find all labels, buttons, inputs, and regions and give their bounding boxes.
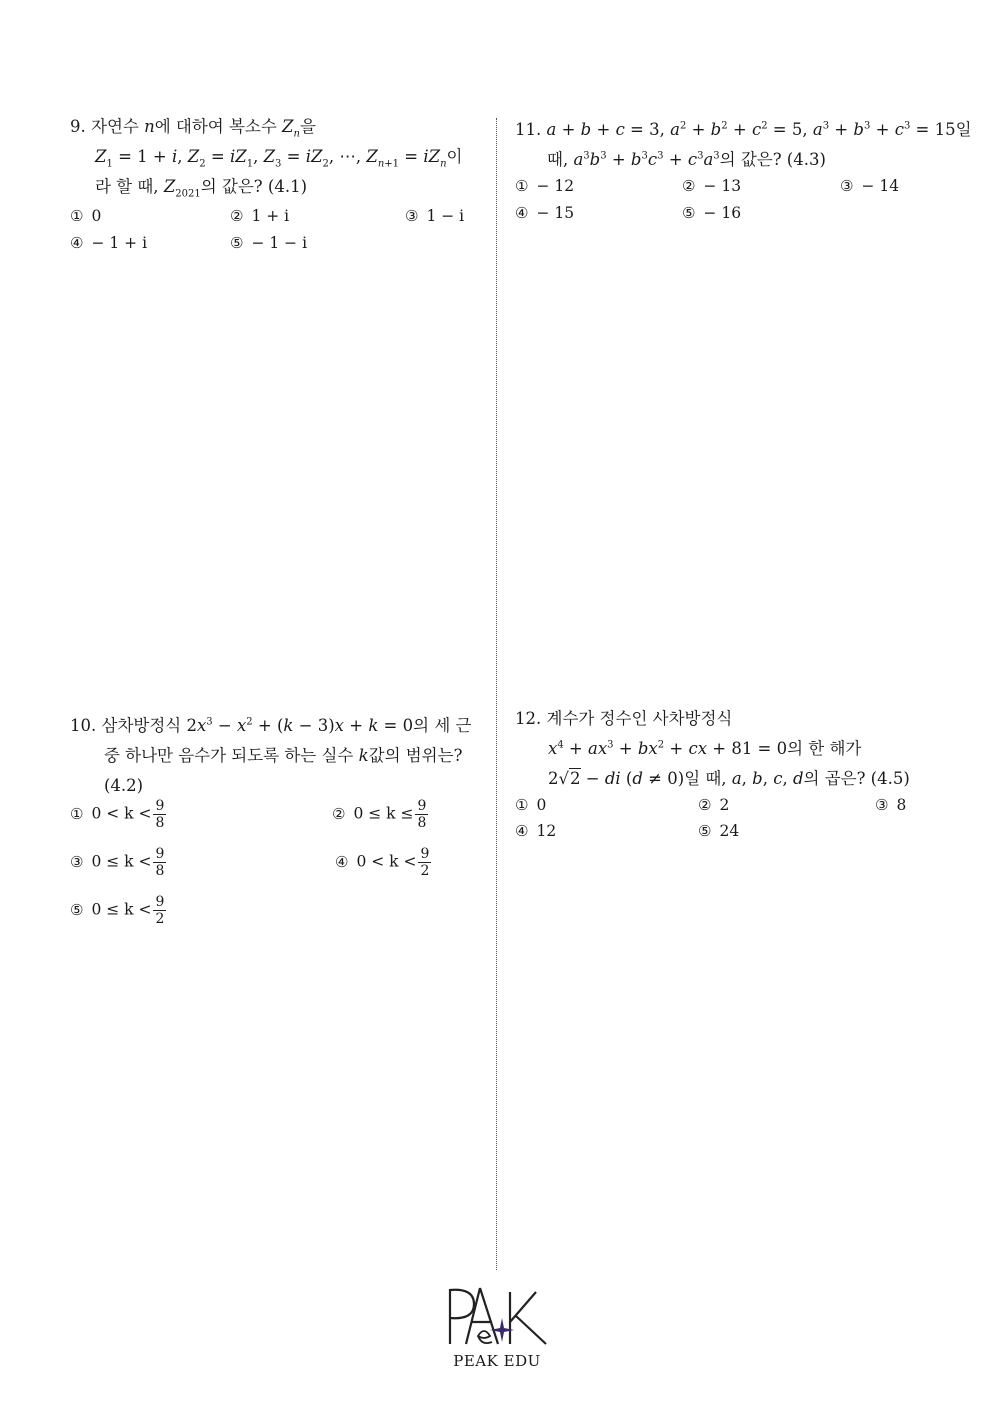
choice-text: 0 ≤ k < [91, 900, 152, 919]
fraction: $\frac{9}{8}$ [155, 798, 165, 831]
choice-5[interactable] [70, 894, 168, 927]
choice-mark: ⑤ [698, 822, 712, 840]
choice-2[interactable] [332, 798, 430, 831]
stem-text: 의 값은? (4.3) [719, 150, 826, 169]
choice-text: 0 < k < [91, 804, 152, 823]
choice-text: 0 ≤ k < [91, 852, 152, 871]
choice-mark: ③ [840, 177, 854, 195]
choice-mark: ① [515, 177, 529, 195]
choice-text: − 13 [703, 177, 742, 195]
choice-text: − 16 [703, 204, 742, 222]
choice-text: 8 [896, 796, 907, 814]
choice-5[interactable] [682, 204, 741, 222]
choice-4[interactable] [335, 846, 433, 879]
stem-text: 의 값은? (4.1) [200, 177, 308, 196]
choice-3[interactable] [70, 846, 168, 879]
choice-text: 1 − i [426, 207, 465, 225]
question-number: 12. [515, 709, 542, 728]
stem-text: 일 [955, 120, 972, 139]
choice-mark: ② [230, 207, 244, 225]
choice-text: 0 [91, 207, 102, 225]
choice-4[interactable] [515, 204, 574, 222]
choice-mark: ① [70, 804, 84, 823]
stem-text: 값의 범위는? [368, 746, 463, 765]
question-number: 11. [515, 120, 542, 139]
choice-2[interactable] [698, 796, 729, 814]
choice-mark: ② [698, 796, 712, 814]
stem-text: 을 [299, 117, 316, 136]
question-9: 9. 자연수 n에 대하여 복소수 $Z_n$을 $Z_1 = 1 + i$, $Z_2 = iZ_1$, $Z_3 = iZ_2$, ⋯, $Z_{n+1} = iZ_n$이 라 할 때, $Z_{2021}$의 값은? (4.1) [70, 112, 480, 202]
fraction: $\frac{9}{2}$ [155, 894, 165, 927]
choice-text: − 12 [536, 177, 575, 195]
stem-text: 에 대하여 복소수 [154, 117, 277, 136]
stem-text: 의 한 해가 [787, 739, 862, 758]
choice-mark: ① [515, 796, 529, 814]
stem-text: 라 할 때, [95, 177, 159, 196]
choice-2[interactable] [682, 177, 741, 195]
choice-mark: ⑤ [230, 234, 244, 252]
choice-3[interactable] [875, 796, 906, 814]
stem-text: 일 때, [684, 769, 727, 788]
choice-text: − 1 + i [91, 234, 148, 252]
choice-5[interactable] [698, 822, 739, 840]
choice-1[interactable] [70, 207, 101, 225]
stem-text: (4.2) [104, 776, 144, 795]
choice-1[interactable] [70, 798, 168, 831]
question-11: 11. a + b + c = 3, $a^2 + b^2 + c^2 = 5$, $a^3 + b^3 + c^3 = 15$일 때, $a^3b^3 + b^3c^3 + c^3a^3$의 값은? (4.3) [515, 115, 925, 175]
choice-text: 0 [536, 796, 547, 814]
choice-text: 24 [719, 822, 740, 840]
choice-mark: ③ [875, 796, 889, 814]
choice-mark: ⑤ [682, 204, 696, 222]
choice-3[interactable] [405, 207, 464, 225]
stem-text: 이 [446, 147, 463, 166]
choice-text: − 1 − i [251, 234, 308, 252]
choice-5[interactable] [230, 234, 307, 252]
choice-1[interactable] [515, 796, 546, 814]
choice-text: 12 [536, 822, 557, 840]
question-10: 10. 삼차방정식 $2x^3 - x^2 + (k - 3)x + k = 0$의 세 근 중 하나만 음수가 되도록 하는 실수 k값의 범위는? (4.2) [70, 711, 485, 801]
choice-mark: ④ [70, 234, 84, 252]
column-divider [496, 118, 497, 1270]
choice-mark: ② [332, 804, 346, 823]
choice-text: 0 ≤ k ≤ [353, 804, 414, 823]
stem-text: 의 세 근 [413, 716, 472, 735]
fraction: $\frac{9}{8}$ [155, 846, 165, 879]
choice-mark: ③ [405, 207, 419, 225]
choice-mark: ③ [70, 852, 84, 871]
choice-text: 2 [719, 796, 730, 814]
logo-text: PEAK EDU [453, 1352, 541, 1370]
choice-mark: ④ [515, 822, 529, 840]
stem-text: 자연수 [91, 117, 139, 136]
choice-text: − 15 [536, 204, 575, 222]
stem-text: 계수가 정수인 사차방정식 [546, 709, 733, 728]
question-12: 12. 계수가 정수인 사차방정식 $x^4 + ax^3 + bx^2$ + cx + 81 = 0의 한 해가 2√2 − di (d ≠ 0)일 때, a, b, c, d의 곱은? (4.5) [515, 704, 935, 794]
choice-mark: ④ [515, 204, 529, 222]
choice-text: 1 + i [251, 207, 290, 225]
question-number: 9. [70, 117, 86, 136]
choice-mark: ⑤ [70, 900, 84, 919]
choice-4[interactable] [515, 822, 556, 840]
choice-2[interactable] [230, 207, 289, 225]
choice-4[interactable] [70, 234, 147, 252]
choice-3[interactable] [840, 177, 899, 195]
stem-text: 중 하나만 음수가 되도록 하는 실수 [104, 746, 354, 765]
choice-mark: ④ [335, 852, 349, 871]
choice-text: 0 < k < [356, 852, 417, 871]
choice-1[interactable] [515, 177, 574, 195]
fraction: $\frac{9}{2}$ [420, 846, 430, 879]
choice-mark: ① [70, 207, 84, 225]
choice-text: − 14 [861, 177, 900, 195]
fraction: $\frac{9}{8}$ [417, 798, 427, 831]
stem-text: 때, [547, 150, 569, 169]
stem-text: 의 곱은? (4.5) [803, 769, 910, 788]
choice-mark: ② [682, 177, 696, 195]
stem-text: 삼차방정식 [101, 716, 182, 735]
question-number: 10. [70, 716, 97, 735]
